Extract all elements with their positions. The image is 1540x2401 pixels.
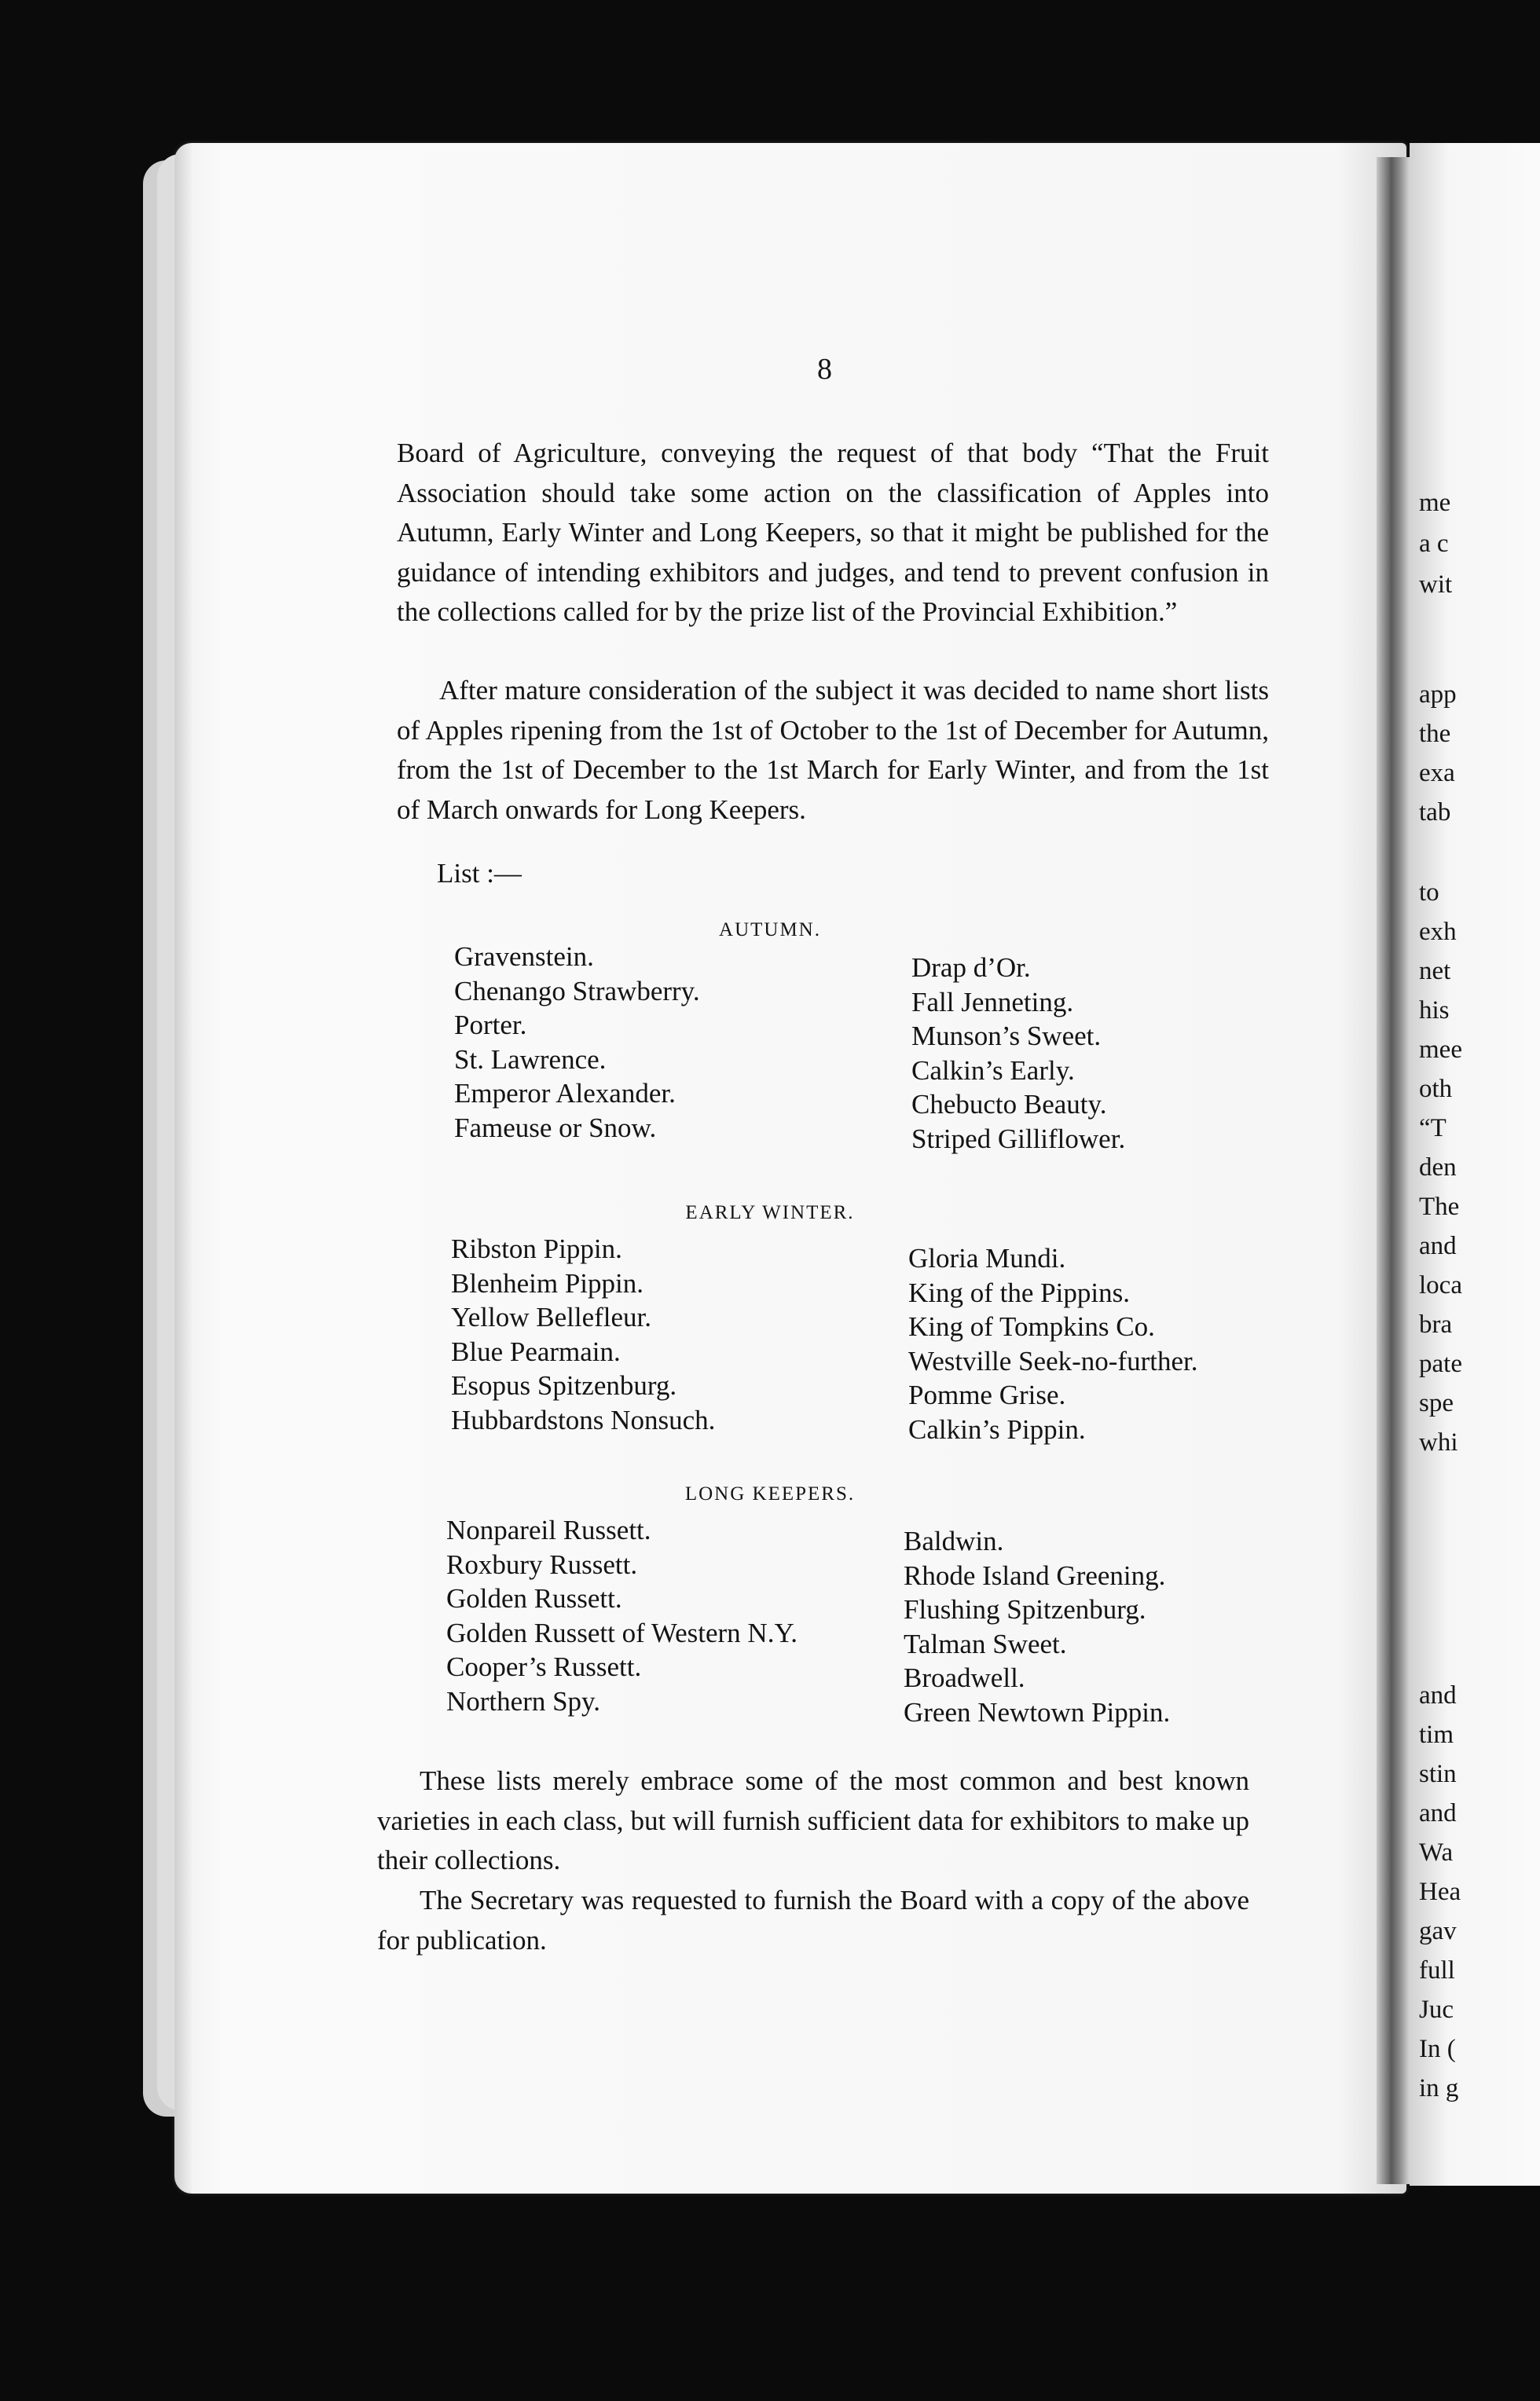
facing-page-fragment: tab: [1419, 798, 1451, 827]
variety-item: Rhode Island Greening.: [904, 1560, 1166, 1591]
facing-page-fragment: Juc: [1419, 1996, 1454, 2024]
facing-page-fragment: oth: [1419, 1075, 1453, 1103]
facing-page-fragment: Hea: [1419, 1878, 1461, 1906]
variety-item: Broadwell.: [904, 1662, 1025, 1693]
variety-item: Esopus Spitzenburg.: [451, 1370, 677, 1401]
variety-item: Yellow Bellefleur.: [451, 1302, 652, 1332]
closing-paragraph: These lists merely embrace some of the most common and best known varieties in each class, but will furnish sufficient data for exhibitors to make up their collections.: [377, 1765, 1249, 1875]
variety-item: Nonpareil Russett.: [446, 1515, 651, 1545]
facing-page-fragment: gav: [1419, 1917, 1457, 1945]
facing-page-fragment: net: [1419, 957, 1451, 985]
variety-item: Calkin’s Early.: [911, 1054, 1075, 1086]
facing-page-fragment: mee: [1419, 1036, 1462, 1064]
facing-page-fragment: a c: [1419, 530, 1449, 558]
facing-page-fragment: exa: [1419, 759, 1455, 787]
variety-item: Cooper’s Russett.: [446, 1651, 642, 1682]
section-heading-long-keepers: LONG KEEPERS.: [684, 1483, 856, 1505]
variety-list-left: [446, 1513, 798, 1718]
variety-item: Porter.: [454, 1010, 527, 1040]
list-intro: List :—: [437, 858, 522, 889]
facing-page-fragment: In (: [1419, 2035, 1456, 2063]
facing-page-fragment: and: [1419, 1799, 1457, 1827]
variety-item: Fall Jenneting.: [911, 986, 1074, 1017]
facing-page-fragment: his: [1419, 996, 1450, 1025]
facing-page-fragment: the: [1419, 720, 1451, 748]
facing-page-fragment: pate: [1419, 1350, 1462, 1378]
facing-page-fragment: app: [1419, 680, 1457, 709]
variety-list-left: [454, 940, 700, 1145]
variety-item: Fameuse or Snow.: [454, 1112, 657, 1143]
variety-item: Calkin’s Pippin.: [908, 1413, 1086, 1445]
variety-item: Golden Russett of Western N.Y.: [446, 1617, 798, 1648]
facing-page-fragment: spe: [1419, 1389, 1454, 1417]
variety-item: Baldwin.: [904, 1526, 1004, 1556]
facing-page-fragment: wit: [1419, 570, 1453, 599]
facing-page-fragment: The: [1419, 1193, 1460, 1221]
variety-list-right: [911, 951, 1125, 1156]
facing-page-fragment: exh: [1419, 918, 1457, 946]
variety-item: Chenango Strawberry.: [454, 975, 700, 1006]
variety-item: Roxbury Russett.: [446, 1549, 638, 1580]
closing-paragraph: The Secretary was requested to furnish the Board with a copy of the above for publication.: [377, 1885, 1249, 1956]
facing-page-fragment: and: [1419, 1681, 1457, 1710]
variety-item: Flushing Spitzenburg.: [904, 1594, 1146, 1625]
variety-item: Northern Spy.: [446, 1685, 601, 1717]
variety-item: Striped Gilliflower.: [911, 1123, 1126, 1154]
facing-page-fragment: full: [1419, 1956, 1455, 1985]
variety-list-left: [451, 1232, 715, 1437]
section-heading-autumn: AUTUMN.: [719, 919, 821, 940]
facing-page-fragment: to: [1419, 878, 1439, 907]
section-heading-early-winter: EARLY WINTER.: [685, 1202, 855, 1223]
variety-item: Emperor Alexander.: [454, 1078, 676, 1109]
variety-item: Blue Pearmain.: [451, 1336, 621, 1367]
variety-item: King of the Pippins.: [908, 1277, 1130, 1308]
variety-item: King of Tompkins Co.: [908, 1311, 1155, 1342]
variety-item: Talman Sweet.: [904, 1628, 1067, 1659]
facing-page-fragment: in g: [1419, 2074, 1459, 2102]
facing-page: [1410, 143, 1540, 2186]
facing-page-fragment: den: [1419, 1153, 1457, 1182]
facing-page-fragment: Wa: [1419, 1838, 1454, 1867]
facing-page-fragment: tim: [1419, 1721, 1454, 1749]
book-gutter: [1377, 157, 1410, 2184]
variety-list-right: [908, 1241, 1197, 1446]
variety-item: Hubbardstons Nonsuch.: [451, 1404, 716, 1435]
variety-item: Westville Seek-no-further.: [908, 1345, 1198, 1376]
variety-item: Blenheim Pippin.: [451, 1267, 644, 1299]
variety-item: Gravenstein.: [454, 941, 594, 972]
variety-item: Gloria Mundi.: [908, 1243, 1066, 1274]
variety-item: Drap d’Or.: [911, 952, 1031, 983]
variety-item: Golden Russett.: [446, 1583, 622, 1614]
facing-page-fragment: bra: [1419, 1310, 1453, 1339]
page-number: 8: [817, 353, 832, 386]
variety-item: Munson’s Sweet.: [911, 1021, 1102, 1051]
facing-page-fragment: loca: [1419, 1271, 1462, 1299]
variety-list-right: [904, 1524, 1170, 1729]
facing-page-fragment: me: [1419, 489, 1451, 517]
variety-item: Green Newtown Pippin.: [904, 1696, 1171, 1728]
facing-page-fragment: whi: [1419, 1428, 1458, 1457]
body-paragraph: After mature consideration of the subject it was decided to name short lists of Apples ripening from the 1st of October to the 1st of December for Autumn, from the 1st of December to the 1st March for Early Winter, and from the 1st of March onwards for Long Keepers.: [397, 675, 1269, 825]
variety-item: St. Lawrence.: [454, 1043, 607, 1075]
variety-item: Chebucto Beauty.: [911, 1089, 1107, 1120]
facing-page-fragment: stin: [1419, 1760, 1457, 1788]
facing-page-fragment: “T: [1419, 1114, 1446, 1142]
variety-item: Pomme Grise.: [908, 1380, 1066, 1410]
facing-page-fragment: and: [1419, 1232, 1457, 1260]
variety-item: Ribston Pippin.: [451, 1233, 622, 1264]
body-paragraph: Board of Agriculture, conveying the request of that body “That the Fruit Association should take some action on the classification of Apples into Autumn, Early Winter and Long Keepers, so that it might be published for the guidance of intending exhibitors and judges, and tend to prevent confusion in the collections called for by the prize list of the Provincial Exhibition.”: [397, 438, 1269, 627]
